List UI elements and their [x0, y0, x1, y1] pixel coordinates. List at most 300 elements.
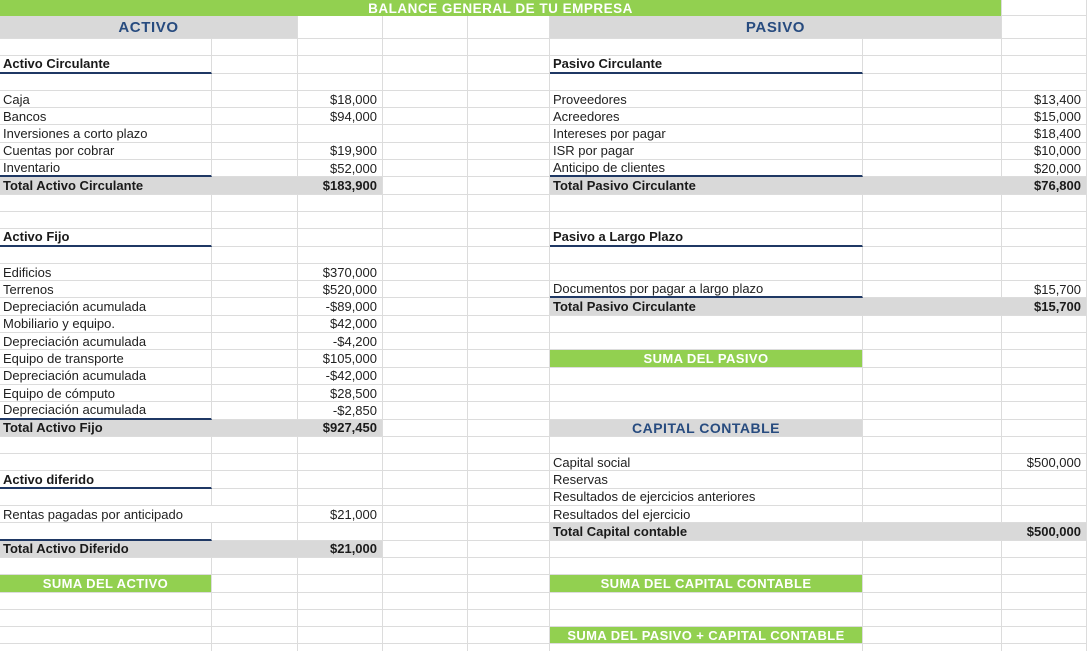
empty-cell[interactable]	[468, 541, 550, 558]
empty-cell[interactable]	[383, 91, 468, 108]
empty-cell[interactable]	[383, 610, 468, 627]
empty-cell[interactable]	[212, 489, 298, 506]
empty-cell[interactable]	[383, 316, 468, 333]
empty-cell[interactable]	[1002, 247, 1087, 264]
empty-cell[interactable]	[550, 385, 863, 402]
empty-cell[interactable]	[383, 368, 468, 385]
empty-cell[interactable]	[383, 247, 468, 264]
sheet-row	[0, 212, 1087, 229]
value-cuentas-por-cobrar[interactable]: $19,900	[298, 143, 383, 160]
label-caja[interactable]: Caja	[0, 91, 212, 108]
empty-cell[interactable]	[298, 212, 383, 229]
empty-cell[interactable]	[863, 627, 1002, 644]
label-depreciacion-acumulada[interactable]: Depreciación acumulada	[0, 368, 212, 385]
empty-cell[interactable]	[383, 350, 468, 367]
empty-cell[interactable]	[0, 247, 212, 264]
empty-cell[interactable]	[468, 558, 550, 575]
empty-cell[interactable]	[0, 454, 212, 471]
empty-cell[interactable]	[383, 593, 468, 610]
empty-cell[interactable]	[1002, 402, 1087, 419]
empty-cell[interactable]	[1002, 489, 1087, 506]
empty-cell[interactable]	[863, 264, 1002, 281]
sheet-title-banner[interactable]: BALANCE GENERAL DE TU EMPRESA	[0, 0, 1002, 16]
empty-cell[interactable]	[298, 610, 383, 627]
empty-cell[interactable]	[212, 627, 298, 644]
empty-cell[interactable]	[550, 610, 863, 627]
empty-cell[interactable]	[468, 91, 550, 108]
empty-cell[interactable]	[0, 558, 212, 575]
label-equipo-de-computo[interactable]: Equipo de cómputo	[0, 385, 212, 402]
empty-cell[interactable]	[1002, 420, 1087, 437]
empty-cell[interactable]	[383, 489, 468, 506]
empty-cell[interactable]	[212, 316, 298, 333]
empty-cell[interactable]	[1002, 316, 1087, 333]
empty-cell[interactable]	[468, 177, 550, 194]
empty-cell[interactable]	[550, 247, 863, 264]
empty-cell[interactable]	[468, 195, 550, 212]
empty-cell[interactable]	[468, 593, 550, 610]
empty-cell[interactable]	[863, 195, 1002, 212]
empty-cell[interactable]	[468, 39, 550, 56]
label-intereses-por-pagar[interactable]: Intereses por pagar	[550, 125, 863, 142]
empty-cell[interactable]	[1002, 212, 1087, 229]
empty-cell[interactable]	[212, 523, 298, 540]
empty-cell[interactable]	[212, 108, 298, 125]
empty-cell[interactable]	[212, 298, 298, 315]
empty-cell[interactable]	[383, 212, 468, 229]
banner-suma-del-pasivo-capital-contable[interactable]: SUMA DEL PASIVO + CAPITAL CONTABLE	[550, 627, 863, 644]
empty-cell[interactable]	[1002, 74, 1087, 91]
section-heading-activo-circulante[interactable]: Activo Circulante	[0, 56, 212, 73]
empty-cell[interactable]	[383, 541, 468, 558]
pasivo-section-header[interactable]: PASIVO	[550, 16, 1002, 39]
empty-cell[interactable]	[212, 160, 298, 177]
sheet-row	[0, 39, 1087, 56]
label-terrenos[interactable]: Terrenos	[0, 281, 212, 298]
empty-cell[interactable]	[468, 74, 550, 91]
empty-cell[interactable]	[298, 437, 383, 454]
empty-cell[interactable]	[863, 558, 1002, 575]
empty-cell[interactable]	[1002, 575, 1087, 592]
empty-cell[interactable]	[212, 264, 298, 281]
empty-cell[interactable]	[0, 593, 212, 610]
empty-cell[interactable]	[0, 644, 212, 651]
empty-cell[interactable]	[863, 575, 1002, 592]
empty-cell[interactable]	[298, 229, 383, 246]
total-row-total-pasivo-circulante[interactable]	[550, 177, 1087, 194]
empty-cell[interactable]	[383, 160, 468, 177]
empty-cell[interactable]	[1002, 437, 1087, 454]
empty-cell[interactable]	[212, 281, 298, 298]
empty-cell[interactable]	[383, 195, 468, 212]
banner-suma-del-pasivo[interactable]: SUMA DEL PASIVO	[550, 350, 863, 367]
empty-cell[interactable]	[863, 160, 1002, 177]
label-bancos[interactable]: Bancos	[0, 108, 212, 125]
empty-cell[interactable]	[468, 56, 550, 73]
empty-cell[interactable]	[298, 195, 383, 212]
empty-cell[interactable]	[0, 627, 212, 644]
empty-cell[interactable]	[550, 644, 863, 651]
empty-cell[interactable]	[212, 247, 298, 264]
empty-cell[interactable]	[1002, 541, 1087, 558]
empty-cell[interactable]	[468, 229, 550, 246]
empty-cell[interactable]	[468, 575, 550, 592]
empty-cell[interactable]	[1002, 333, 1087, 350]
empty-cell[interactable]	[468, 212, 550, 229]
empty-cell[interactable]	[383, 298, 468, 315]
empty-cell[interactable]	[298, 523, 383, 540]
value-inventario[interactable]: $52,000	[298, 160, 383, 177]
empty-cell[interactable]	[863, 420, 1002, 437]
empty-cell[interactable]	[863, 281, 1002, 298]
empty-cell[interactable]	[863, 350, 1002, 367]
empty-cell[interactable]	[468, 350, 550, 367]
empty-cell[interactable]	[863, 471, 1002, 488]
empty-cell[interactable]	[212, 368, 298, 385]
label-edificios[interactable]: Edificios	[0, 264, 212, 281]
activo-section-header[interactable]: ACTIVO	[0, 16, 298, 39]
total-row-total-pasivo-circulante[interactable]	[550, 298, 1087, 315]
empty-cell[interactable]	[1002, 627, 1087, 644]
label-rentas-pagadas-por-anticipado[interactable]: Rentas pagadas por anticipado	[0, 506, 298, 523]
empty-cell[interactable]	[468, 333, 550, 350]
empty-cell[interactable]	[212, 575, 298, 592]
empty-cell[interactable]	[212, 350, 298, 367]
label-resultados-del-ejercicio[interactable]: Resultados del ejercicio	[550, 506, 863, 523]
empty-cell[interactable]	[468, 125, 550, 142]
empty-cell[interactable]	[1002, 195, 1087, 212]
value-capital-social[interactable]: $500,000	[1002, 454, 1087, 471]
empty-cell[interactable]	[1002, 350, 1087, 367]
empty-cell[interactable]	[468, 108, 550, 125]
empty-cell[interactable]	[1002, 471, 1087, 488]
empty-cell[interactable]	[550, 316, 863, 333]
empty-cell[interactable]	[383, 108, 468, 125]
empty-cell[interactable]	[1002, 229, 1087, 246]
value-depreciacion-acumulada[interactable]: -$42,000	[298, 368, 383, 385]
empty-cell[interactable]	[468, 368, 550, 385]
total-label: Total Activo Diferido	[3, 541, 129, 557]
empty-cell[interactable]	[212, 610, 298, 627]
empty-cell[interactable]	[550, 437, 863, 454]
empty-cell[interactable]	[298, 489, 383, 506]
empty-cell[interactable]	[383, 471, 468, 488]
value-documentos-por-pagar-a-largo-plazo[interactable]: $15,700	[1002, 281, 1087, 298]
empty-cell[interactable]	[383, 420, 468, 437]
empty-cell[interactable]	[863, 385, 1002, 402]
empty-cell[interactable]	[468, 316, 550, 333]
sheet-row	[0, 385, 1087, 402]
empty-cell[interactable]	[212, 333, 298, 350]
value-acreedores[interactable]: $15,000	[1002, 108, 1087, 125]
empty-cell[interactable]	[298, 56, 383, 73]
empty-cell[interactable]	[863, 610, 1002, 627]
banner-suma-del-capital-contable[interactable]: SUMA DEL CAPITAL CONTABLE	[550, 575, 863, 592]
empty-cell[interactable]	[298, 593, 383, 610]
empty-cell[interactable]	[0, 523, 212, 540]
empty-cell[interactable]	[212, 91, 298, 108]
section-heading-activo-diferido[interactable]: Activo diferido	[0, 471, 212, 488]
empty-cell[interactable]	[468, 506, 550, 523]
label-reservas[interactable]: Reservas	[550, 471, 863, 488]
column-headers-row	[0, 16, 1087, 39]
empty-cell[interactable]	[212, 195, 298, 212]
empty-cell[interactable]	[468, 281, 550, 298]
empty-cell[interactable]	[550, 593, 863, 610]
empty-cell[interactable]	[550, 368, 863, 385]
label-mobiliario-y-equipo[interactable]: Mobiliario y equipo.	[0, 316, 212, 333]
value-proveedores[interactable]: $13,400	[1002, 91, 1087, 108]
empty-cell[interactable]	[212, 143, 298, 160]
value-depreciacion-acumulada[interactable]: -$89,000	[298, 298, 383, 315]
total-label: Total Pasivo Circulante	[553, 178, 696, 194]
empty-cell[interactable]	[0, 437, 212, 454]
empty-cell[interactable]	[1002, 16, 1087, 39]
empty-cell[interactable]	[863, 91, 1002, 108]
empty-cell[interactable]	[383, 281, 468, 298]
empty-cell[interactable]	[383, 454, 468, 471]
empty-cell[interactable]	[863, 644, 1002, 651]
empty-cell[interactable]	[863, 541, 1002, 558]
label-documentos-por-pagar-a-largo-plazo[interactable]: Documentos por pagar a largo plazo	[550, 281, 863, 298]
empty-cell[interactable]	[212, 471, 298, 488]
empty-cell[interactable]	[298, 125, 383, 142]
empty-cell[interactable]	[468, 437, 550, 454]
empty-cell[interactable]	[212, 437, 298, 454]
sheet-row	[0, 281, 1087, 298]
value-anticipo-de-clientes[interactable]: $20,000	[1002, 160, 1087, 177]
value-depreciacion-acumulada[interactable]: -$4,200	[298, 333, 383, 350]
empty-cell[interactable]	[212, 125, 298, 142]
empty-cell[interactable]	[863, 368, 1002, 385]
section-header-capital-contable[interactable]: CAPITAL CONTABLE	[550, 420, 863, 437]
empty-cell[interactable]	[212, 593, 298, 610]
empty-cell[interactable]	[298, 558, 383, 575]
empty-cell[interactable]	[863, 108, 1002, 125]
empty-cell[interactable]	[1002, 56, 1087, 73]
empty-cell[interactable]	[468, 385, 550, 402]
empty-cell[interactable]	[212, 644, 298, 651]
empty-cell[interactable]	[1002, 593, 1087, 610]
empty-cell[interactable]	[550, 402, 863, 419]
empty-cell[interactable]	[863, 143, 1002, 160]
empty-cell[interactable]	[468, 143, 550, 160]
empty-cell[interactable]	[468, 160, 550, 177]
empty-cell[interactable]	[212, 454, 298, 471]
empty-cell[interactable]	[1002, 558, 1087, 575]
empty-cell[interactable]	[383, 74, 468, 91]
empty-cell[interactable]	[383, 125, 468, 142]
value-bancos[interactable]: $94,000	[298, 108, 383, 125]
empty-cell[interactable]	[468, 523, 550, 540]
empty-cell[interactable]	[863, 506, 1002, 523]
empty-cell[interactable]	[550, 264, 863, 281]
empty-cell[interactable]	[1002, 368, 1087, 385]
label-isr-por-pagar[interactable]: ISR por pagar	[550, 143, 863, 160]
empty-cell[interactable]	[212, 56, 298, 73]
total-row-total-activo-circulante[interactable]	[0, 177, 383, 194]
empty-cell[interactable]	[1002, 0, 1087, 16]
empty-cell[interactable]	[550, 541, 863, 558]
value-caja[interactable]: $18,000	[298, 91, 383, 108]
empty-cell[interactable]	[212, 558, 298, 575]
empty-cell[interactable]	[383, 333, 468, 350]
empty-cell[interactable]	[863, 437, 1002, 454]
empty-cell[interactable]	[1002, 644, 1087, 651]
empty-cell[interactable]	[383, 16, 468, 39]
empty-cell[interactable]	[468, 489, 550, 506]
empty-cell[interactable]	[298, 16, 383, 39]
empty-cell[interactable]	[383, 437, 468, 454]
empty-cell[interactable]	[212, 212, 298, 229]
label-cuentas-por-cobrar[interactable]: Cuentas por cobrar	[0, 143, 212, 160]
empty-cell[interactable]	[0, 610, 212, 627]
section-heading-pasivo-circulante[interactable]: Pasivo Circulante	[550, 56, 863, 73]
empty-cell[interactable]	[468, 402, 550, 419]
empty-cell[interactable]	[468, 298, 550, 315]
empty-cell[interactable]	[212, 402, 298, 419]
empty-cell[interactable]	[863, 56, 1002, 73]
empty-cell[interactable]	[298, 644, 383, 651]
label-equipo-de-transporte[interactable]: Equipo de transporte	[0, 350, 212, 367]
empty-cell[interactable]	[383, 229, 468, 246]
empty-cell[interactable]	[383, 143, 468, 160]
empty-cell[interactable]	[0, 489, 212, 506]
empty-cell[interactable]	[863, 125, 1002, 142]
empty-cell[interactable]	[383, 644, 468, 651]
label-proveedores[interactable]: Proveedores	[550, 91, 863, 108]
empty-cell[interactable]	[468, 264, 550, 281]
empty-cell[interactable]	[863, 39, 1002, 56]
value-equipo-de-transporte[interactable]: $105,000	[298, 350, 383, 367]
label-acreedores[interactable]: Acreedores	[550, 108, 863, 125]
empty-cell[interactable]	[1002, 610, 1087, 627]
empty-cell[interactable]	[0, 212, 212, 229]
empty-cell[interactable]	[468, 247, 550, 264]
label-anticipo-de-clientes[interactable]: Anticipo de clientes	[550, 160, 863, 177]
label-inventario[interactable]: Inventario	[0, 160, 212, 177]
total-value: $76,800	[1034, 178, 1081, 194]
empty-cell[interactable]	[0, 195, 212, 212]
label-depreciacion-acumulada[interactable]: Depreciación acumulada	[0, 298, 212, 315]
label-inversiones-a-corto-plazo[interactable]: Inversiones a corto plazo	[0, 125, 212, 142]
sheet-row	[0, 402, 1087, 419]
empty-cell[interactable]	[1002, 264, 1087, 281]
empty-cell[interactable]	[298, 471, 383, 488]
total-row-total-activo-diferido[interactable]	[0, 541, 383, 558]
empty-cell[interactable]	[863, 333, 1002, 350]
empty-cell[interactable]	[468, 420, 550, 437]
label-capital-social[interactable]: Capital social	[550, 454, 863, 471]
empty-cell[interactable]	[468, 627, 550, 644]
empty-cell[interactable]	[212, 229, 298, 246]
label-resultados-de-ejercicios-anteriores[interactable]: Resultados de ejercicios anteriores	[550, 489, 863, 506]
value-isr-por-pagar[interactable]: $10,000	[1002, 143, 1087, 160]
empty-cell[interactable]	[212, 74, 298, 91]
empty-cell[interactable]	[863, 229, 1002, 246]
empty-cell[interactable]	[298, 39, 383, 56]
empty-cell[interactable]	[863, 593, 1002, 610]
empty-cell[interactable]	[550, 39, 863, 56]
empty-cell[interactable]	[212, 39, 298, 56]
total-value: $927,450	[322, 420, 377, 436]
empty-cell[interactable]	[468, 471, 550, 488]
empty-cell[interactable]	[212, 385, 298, 402]
empty-cell[interactable]	[550, 212, 863, 229]
empty-cell[interactable]	[298, 74, 383, 91]
empty-cell[interactable]	[863, 212, 1002, 229]
empty-cell[interactable]	[298, 627, 383, 644]
sheet-row	[0, 541, 1087, 558]
value-intereses-por-pagar[interactable]: $18,400	[1002, 125, 1087, 142]
total-label: Total Pasivo Circulante	[553, 299, 696, 315]
empty-cell[interactable]	[468, 644, 550, 651]
value-mobiliario-y-equipo[interactable]: $42,000	[298, 316, 383, 333]
sheet-row	[0, 489, 1087, 506]
empty-cell[interactable]	[383, 575, 468, 592]
empty-cell[interactable]	[298, 575, 383, 592]
sheet-row	[0, 108, 1087, 125]
empty-cell[interactable]	[0, 74, 212, 91]
empty-cell[interactable]	[468, 16, 550, 39]
value-depreciacion-acumulada[interactable]: -$2,850	[298, 402, 383, 419]
sheet-row	[0, 575, 1087, 592]
empty-cell[interactable]	[383, 39, 468, 56]
label-depreciacion-acumulada[interactable]: Depreciación acumulada	[0, 402, 212, 419]
empty-cell[interactable]	[550, 195, 863, 212]
empty-cell[interactable]	[1002, 39, 1087, 56]
section-heading-activo-fijo[interactable]: Activo Fijo	[0, 229, 212, 246]
empty-cell[interactable]	[468, 454, 550, 471]
empty-cell[interactable]	[383, 558, 468, 575]
banner-suma-del-activo[interactable]: SUMA DEL ACTIVO	[0, 575, 212, 592]
section-heading-pasivo-a-largo-plazo[interactable]: Pasivo a Largo Plazo	[550, 229, 863, 246]
empty-cell[interactable]	[550, 558, 863, 575]
empty-cell[interactable]	[383, 402, 468, 419]
empty-cell[interactable]	[298, 247, 383, 264]
empty-cell[interactable]	[383, 56, 468, 73]
empty-cell[interactable]	[468, 610, 550, 627]
empty-cell[interactable]	[383, 627, 468, 644]
value-rentas-pagadas-por-anticipado[interactable]: $21,000	[298, 506, 383, 523]
empty-cell[interactable]	[0, 39, 212, 56]
empty-cell[interactable]	[383, 523, 468, 540]
empty-cell[interactable]	[383, 264, 468, 281]
value-terrenos[interactable]: $520,000	[298, 281, 383, 298]
value-edificios[interactable]: $370,000	[298, 264, 383, 281]
empty-cell[interactable]	[383, 385, 468, 402]
empty-cell[interactable]	[550, 74, 863, 91]
empty-cell[interactable]	[1002, 385, 1087, 402]
empty-cell[interactable]	[863, 489, 1002, 506]
value-equipo-de-computo[interactable]: $28,500	[298, 385, 383, 402]
empty-cell[interactable]	[383, 506, 468, 523]
empty-cell[interactable]	[1002, 506, 1087, 523]
sheet-row	[0, 229, 1087, 246]
sheet-row	[0, 350, 1087, 367]
total-row-total-capital-contable[interactable]	[550, 523, 1087, 540]
empty-cell[interactable]	[863, 402, 1002, 419]
label-depreciacion-acumulada[interactable]: Depreciación acumulada	[0, 333, 212, 350]
empty-cell[interactable]	[863, 247, 1002, 264]
empty-cell[interactable]	[298, 454, 383, 471]
total-row-total-activo-fijo[interactable]	[0, 420, 383, 437]
empty-cell[interactable]	[863, 454, 1002, 471]
empty-cell[interactable]	[863, 316, 1002, 333]
empty-cell[interactable]	[863, 74, 1002, 91]
empty-cell[interactable]	[550, 333, 863, 350]
empty-cell[interactable]	[383, 177, 468, 194]
